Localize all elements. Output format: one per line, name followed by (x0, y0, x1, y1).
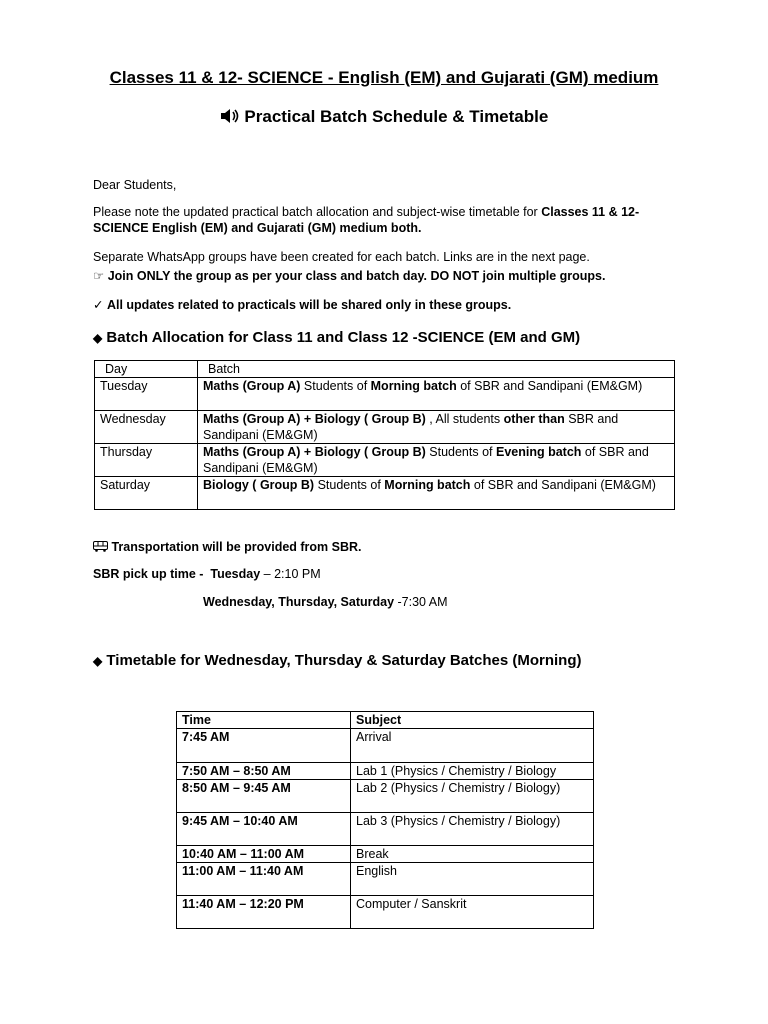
header-batch: Batch (198, 361, 675, 378)
subject-cell: Arrival (351, 729, 594, 763)
transport-text: Transportation will be provided from SBR. (111, 540, 362, 554)
subject-cell: Lab 3 (Physics / Chemistry / Biology) (351, 813, 594, 846)
timetable-table (176, 711, 594, 929)
batch-cell: Biology ( Group B) Students of Morning batch of SBR and Sandipani (EM&GM) (198, 477, 675, 510)
subject-cell: English (351, 863, 594, 896)
day-cell: Tuesday (95, 378, 198, 411)
intro-paragraph (93, 204, 673, 236)
timetable-heading (93, 652, 582, 669)
subtitle-text: Practical Batch Schedule & Timetable (244, 107, 549, 126)
intro-bold-classes: Classes 11 & 12- (541, 205, 640, 219)
pickup-time-line-1: SBR pick up time - Tuesday – 2:10 PM (93, 567, 321, 581)
updates-note (93, 297, 511, 313)
batch-cell: Maths (Group A) + Biology ( Group B) , All students other than SBR and Sandipani (EM&GM) (198, 411, 675, 444)
time-cell: 8:50 AM – 9:45 AM (177, 780, 351, 813)
time-cell: 7:50 AM – 8:50 AM (177, 763, 351, 780)
subject-cell: Break (351, 846, 594, 863)
day-cell: Wednesday (95, 411, 198, 444)
subject-cell: Lab 2 (Physics / Chemistry / Biology) (351, 780, 594, 813)
batch-allocation-table (94, 360, 675, 510)
updates-note-text: All updates related to practicals will be shared only in these groups. (106, 298, 512, 312)
table-row (177, 729, 594, 763)
table-row (95, 477, 675, 510)
subject-cell: Computer / Sanskrit (351, 896, 594, 929)
join-note (93, 268, 605, 284)
check-mark-icon: ✓ (93, 298, 104, 312)
table-row (177, 813, 594, 846)
table-row (95, 444, 675, 477)
table-row (177, 763, 594, 780)
table-row (177, 780, 594, 813)
table-row (177, 896, 594, 929)
pointing-hand-icon: ☞ (93, 269, 105, 283)
day-cell: Saturday (95, 477, 198, 510)
allocation-heading (93, 329, 580, 346)
header-subject: Subject (351, 712, 594, 729)
speaker-icon (220, 107, 240, 127)
diamond-bullet-icon: ◆ (93, 654, 103, 668)
allocation-heading-text: Batch Allocation for Class 11 and Class 12 -SCIENCE (EM and GM) (106, 329, 581, 346)
table-row (177, 846, 594, 863)
whatsapp-note: Separate WhatsApp groups have been created for each batch. Links are in the next page. (93, 250, 590, 264)
day-cell: Thursday (95, 444, 198, 477)
intro-text: Please note the updated practical batch allocation and subject-wise timetable for (93, 205, 542, 219)
page-title: Classes 11 & 12- SCIENCE - English (EM) and Gujarati (GM) medium (109, 68, 659, 87)
table-row (95, 411, 675, 444)
time-cell: 11:40 AM – 12:20 PM (177, 896, 351, 929)
batch-cell: Maths (Group A) Students of Morning batch of SBR and Sandipani (EM&GM) (198, 378, 675, 411)
timetable-heading-text: Timetable for Wednesday, Thursday & Saturday Batches (Morning) (106, 652, 582, 669)
bus-icon (93, 539, 108, 555)
page-subtitle (0, 107, 768, 127)
pickup-time-line-2: Wednesday, Thursday, Saturday -7:30 AM (203, 595, 448, 609)
header-day: Day (95, 361, 198, 378)
table-row (177, 863, 594, 896)
transport-note (93, 539, 362, 555)
time-cell: 11:00 AM – 11:40 AM (177, 863, 351, 896)
time-cell: 9:45 AM – 10:40 AM (177, 813, 351, 846)
intro-bold-medium: SCIENCE English (EM) and Gujarati (GM) medium both. (93, 221, 422, 235)
table-header-row (177, 712, 594, 729)
subject-cell: Lab 1 (Physics / Chemistry / Biology (351, 763, 594, 780)
greeting: Dear Students, (93, 178, 177, 192)
batch-cell: Maths (Group A) + Biology ( Group B) Students of Evening batch of SBR and Sandipani (EM&GM) (198, 444, 675, 477)
table-row (95, 378, 675, 411)
time-cell: 7:45 AM (177, 729, 351, 763)
table-header-row (95, 361, 675, 378)
join-note-text: Join ONLY the group as per your class and batch day. DO NOT join multiple groups. (107, 269, 606, 283)
time-cell: 10:40 AM – 11:00 AM (177, 846, 351, 863)
diamond-bullet-icon: ◆ (93, 331, 103, 345)
header-time: Time (177, 712, 351, 729)
